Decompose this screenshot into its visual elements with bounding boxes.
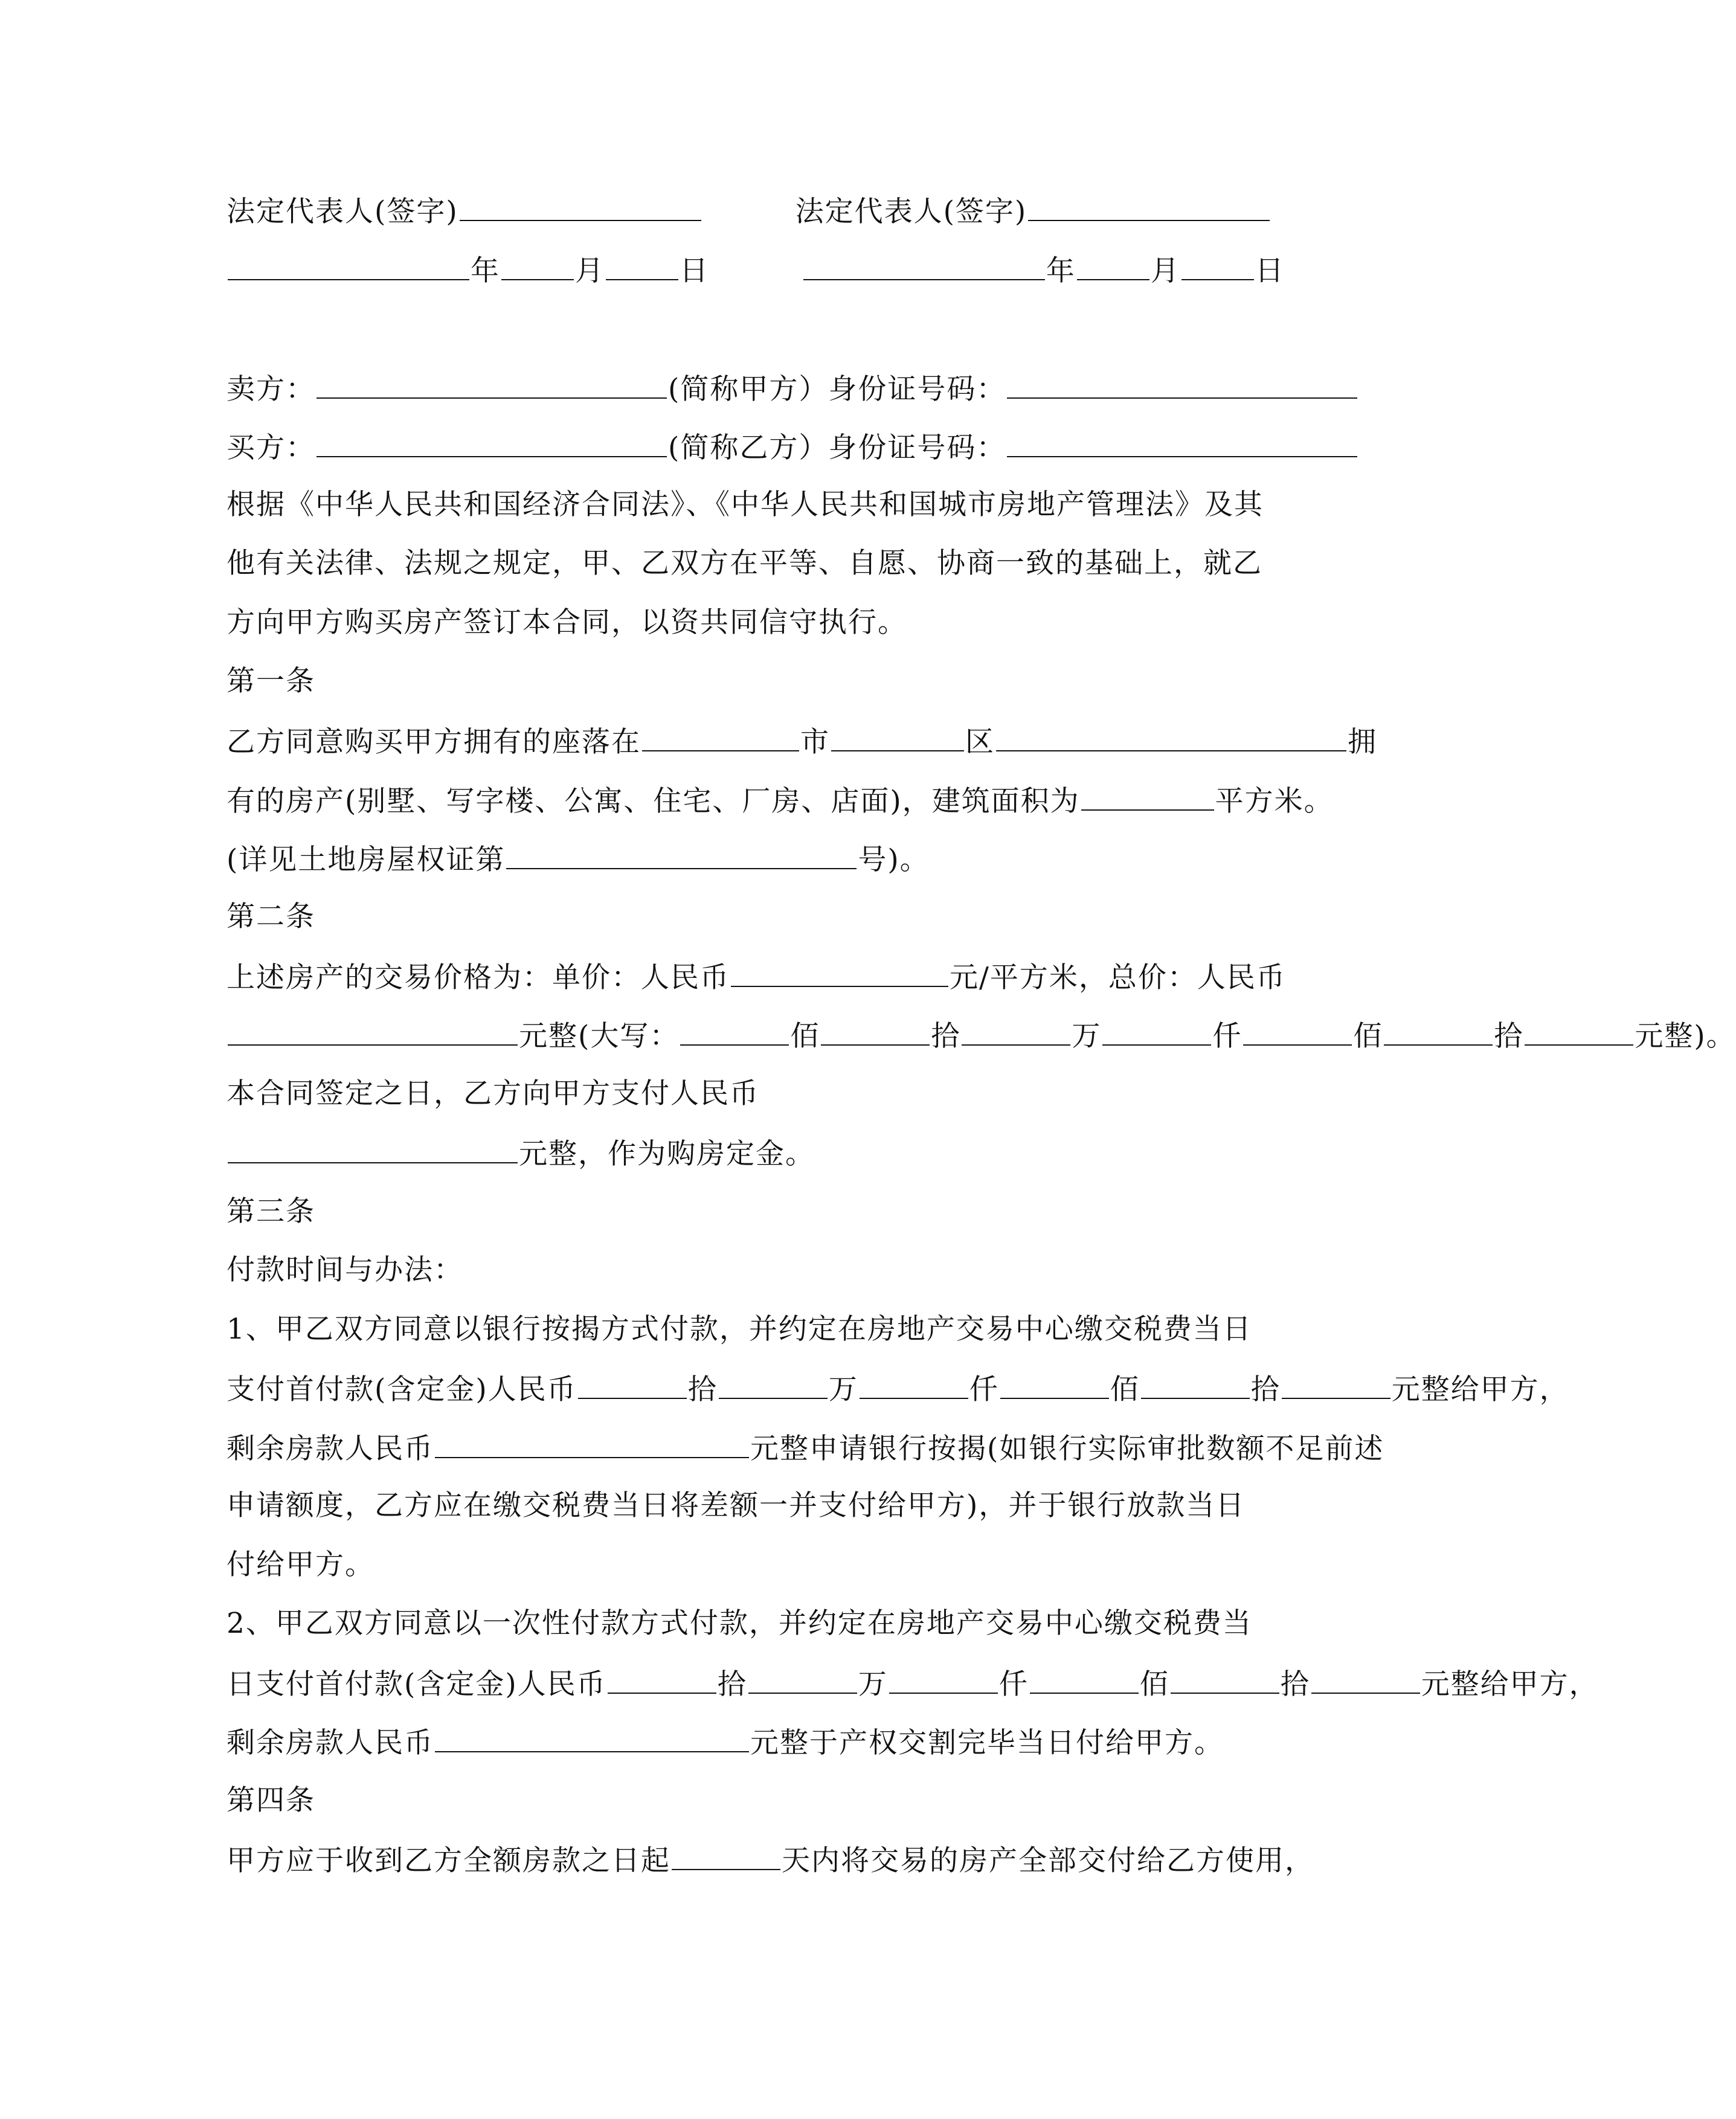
month-a-blank [501, 251, 574, 280]
dp-end: 元整给甲方， [1391, 1373, 1569, 1406]
day-a-blank [606, 251, 678, 280]
article-1-text-end: 拥 [1348, 725, 1377, 759]
district-blank [831, 722, 964, 751]
shi-blank [821, 1017, 930, 1046]
article-2-title: 第二条 [227, 900, 315, 933]
article-1-text: 乙方同意购买甲方拥有的座落在 [227, 725, 641, 759]
dp-qian-blank [860, 1370, 968, 1399]
rep-a-blank [460, 192, 701, 221]
month-b-blank [1077, 251, 1149, 280]
certificate-suffix: 号)。 [858, 843, 930, 876]
preamble-line-2: 他有关法律、法规之规定，甲、乙双方在平等、自愿、协商一致的基础上，就乙 [227, 547, 1262, 580]
article-4-line-1 [227, 1841, 1314, 1879]
article-2-line-4 [227, 1134, 815, 1172]
ls-shi2-label: 拾 [1280, 1668, 1310, 1701]
article-3-p1-line-3 [227, 1429, 1384, 1467]
seller-id-blank [1007, 370, 1357, 399]
seller-id-label: (简称甲方）身份证号码： [668, 373, 1006, 406]
ls-bai-blank [1030, 1665, 1139, 1694]
unit-price-blank [731, 958, 948, 987]
buyer-id-label: (简称乙方）身份证号码： [668, 431, 1006, 465]
year-a-blank [228, 251, 469, 280]
day-b-blank [1181, 251, 1254, 280]
ls-shi-label: 拾 [717, 1668, 747, 1701]
year-b-blank [803, 251, 1045, 280]
remaining-blank [435, 1429, 749, 1458]
rep-a-label: 法定代表人(签字) [227, 195, 458, 228]
seller-row [227, 370, 1358, 408]
dp-wan-blank [719, 1370, 828, 1399]
area-blank [1081, 782, 1214, 811]
ls-qian-label: 仟 [998, 1668, 1029, 1701]
article-3-subtitle: 付款时间与办法： [227, 1253, 463, 1287]
dp-shi-label: 拾 [687, 1373, 718, 1406]
ls-wan-blank [748, 1665, 857, 1694]
wan-blank [962, 1017, 1070, 1046]
article-2-line-1 [227, 958, 1286, 996]
buyer-name-blank [317, 428, 667, 457]
ls-wan-label: 万 [858, 1668, 888, 1701]
article-3-p1-line-4: 申请额度，乙方应在缴交税费当日将差额一并支付给甲方)，并于银行放款当日 [227, 1489, 1246, 1522]
delivery-label: 甲方应于收到乙方全额房款之日起 [227, 1844, 670, 1877]
certificate-label: (详见土地房屋权证第 [227, 843, 506, 876]
seller-name-blank [317, 370, 667, 399]
shi-label: 拾 [931, 1020, 961, 1053]
article-4-title: 第四条 [227, 1784, 315, 1817]
ls-qian-blank [889, 1665, 998, 1694]
deposit-blank [228, 1134, 518, 1163]
article-3-p1-line-1: 1、甲乙双方同意以银行按揭方式付款，并约定在房地产交易中心缴交税费当日 [227, 1313, 1252, 1346]
article-3-p2-line-3 [227, 1723, 1224, 1761]
article-1-line-2 [227, 782, 1334, 820]
total-price-label: 元/平方米，总价：人民币 [950, 961, 1286, 994]
bai-label: 佰 [790, 1020, 820, 1053]
ls-bai-label: 佰 [1139, 1668, 1169, 1701]
article-3-p2-line-2 [227, 1665, 1599, 1703]
article-2-line-2 [227, 1017, 1736, 1055]
dp-shi-blank [578, 1370, 687, 1399]
article-2-line-3: 本合同签定之日，乙方向甲方支付人民币 [227, 1077, 759, 1110]
rep-b-blank [1028, 192, 1270, 221]
dp-bai-label: 佰 [1110, 1373, 1140, 1406]
bai2-blank [1243, 1017, 1352, 1046]
remaining-label: 剩余房款人民币 [227, 1432, 434, 1465]
wan-label: 万 [1072, 1020, 1102, 1053]
preamble-line-1: 根据《中华人民共和国经济合同法》、《中华人民共和国城市房地产管理法》及其 [227, 488, 1264, 521]
property-type-text: 有的房产(别墅、写字楼、公寓、住宅、厂房、店面)，建筑面积为 [227, 785, 1080, 818]
lump-sum-label: 日支付首付款(含定金)人民币 [227, 1668, 606, 1701]
dp-shi2-label: 拾 [1250, 1373, 1281, 1406]
delivery-days-blank [672, 1841, 780, 1870]
dp-qian-label: 仟 [969, 1373, 999, 1406]
signature-row [227, 192, 1271, 230]
year-b-label: 年 [1046, 254, 1076, 288]
rep-b-label: 法定代表人(签字) [795, 195, 1027, 228]
total-price-blank [228, 1017, 518, 1046]
ls-shi2-blank [1171, 1665, 1279, 1694]
ls-remaining-blank [435, 1723, 749, 1752]
article-1-line-3 [227, 840, 930, 878]
bai2-label: 佰 [1353, 1020, 1383, 1053]
dp-bai-blank [1000, 1370, 1109, 1399]
year-a-label: 年 [471, 254, 500, 288]
article-3-p1-line-2 [227, 1370, 1569, 1408]
buyer-row [227, 428, 1358, 466]
city-blank [642, 722, 799, 751]
buyer-label: 买方： [227, 431, 315, 465]
shi2-label: 拾 [1494, 1020, 1524, 1053]
down-payment-label: 支付首付款(含定金)人民币 [227, 1373, 577, 1406]
ls-end: 元整给甲方， [1421, 1668, 1599, 1701]
certificate-blank [506, 840, 857, 869]
day-a-label: 日 [680, 254, 709, 288]
qian-label: 仟 [1212, 1020, 1243, 1053]
dp-shi2-blank [1141, 1370, 1250, 1399]
ls-shi-blank [608, 1665, 716, 1694]
buyer-id-blank [1007, 428, 1357, 457]
shi2-blank [1384, 1017, 1493, 1046]
capital-label: 元整(大写： [519, 1020, 680, 1053]
dp-wan-label: 万 [828, 1373, 858, 1406]
day-b-label: 日 [1255, 254, 1285, 288]
capital-end: 元整)。 [1635, 1020, 1736, 1053]
unit-price-label: 上述房产的交易价格为：单价：人民币 [227, 961, 730, 994]
article-3-p2-line-1: 2、甲乙双方同意以一次性付款方式付款，并约定在房地产交易中心缴交税费当 [227, 1607, 1252, 1640]
ls-remaining-text: 元整于产权交割完毕当日付给甲方。 [750, 1726, 1224, 1760]
area-unit: 平方米。 [1215, 785, 1334, 818]
delivery-text: 天内将交易的房产全部交付给乙方使用， [782, 1844, 1314, 1877]
article-3-title: 第三条 [227, 1195, 315, 1228]
bai-blank [680, 1017, 789, 1046]
dp-yuan-blank [1282, 1370, 1390, 1399]
article-1-title: 第一条 [227, 664, 315, 698]
qian-blank [1102, 1017, 1211, 1046]
article-3-p1-line-5: 付给甲方。 [227, 1548, 375, 1581]
city-label: 市 [800, 725, 830, 759]
month-a-label: 月 [575, 254, 605, 288]
ls-yuan-blank [1311, 1665, 1420, 1694]
ls-remaining-label: 剩余房款人民币 [227, 1726, 434, 1760]
article-1-line-1 [227, 722, 1377, 760]
district-label: 区 [965, 725, 995, 759]
date-row [227, 251, 1285, 289]
mortgage-text: 元整申请银行按揭(如银行实际审批数额不足前述 [750, 1432, 1384, 1465]
deposit-label: 元整，作为购房定金。 [519, 1137, 815, 1171]
seller-label: 卖方： [227, 373, 315, 406]
preamble-line-3: 方向甲方购买房产签订本合同，以资共同信守执行。 [227, 606, 907, 639]
address-blank [996, 722, 1346, 751]
yuan-blank [1525, 1017, 1633, 1046]
month-b-label: 月 [1150, 254, 1180, 288]
